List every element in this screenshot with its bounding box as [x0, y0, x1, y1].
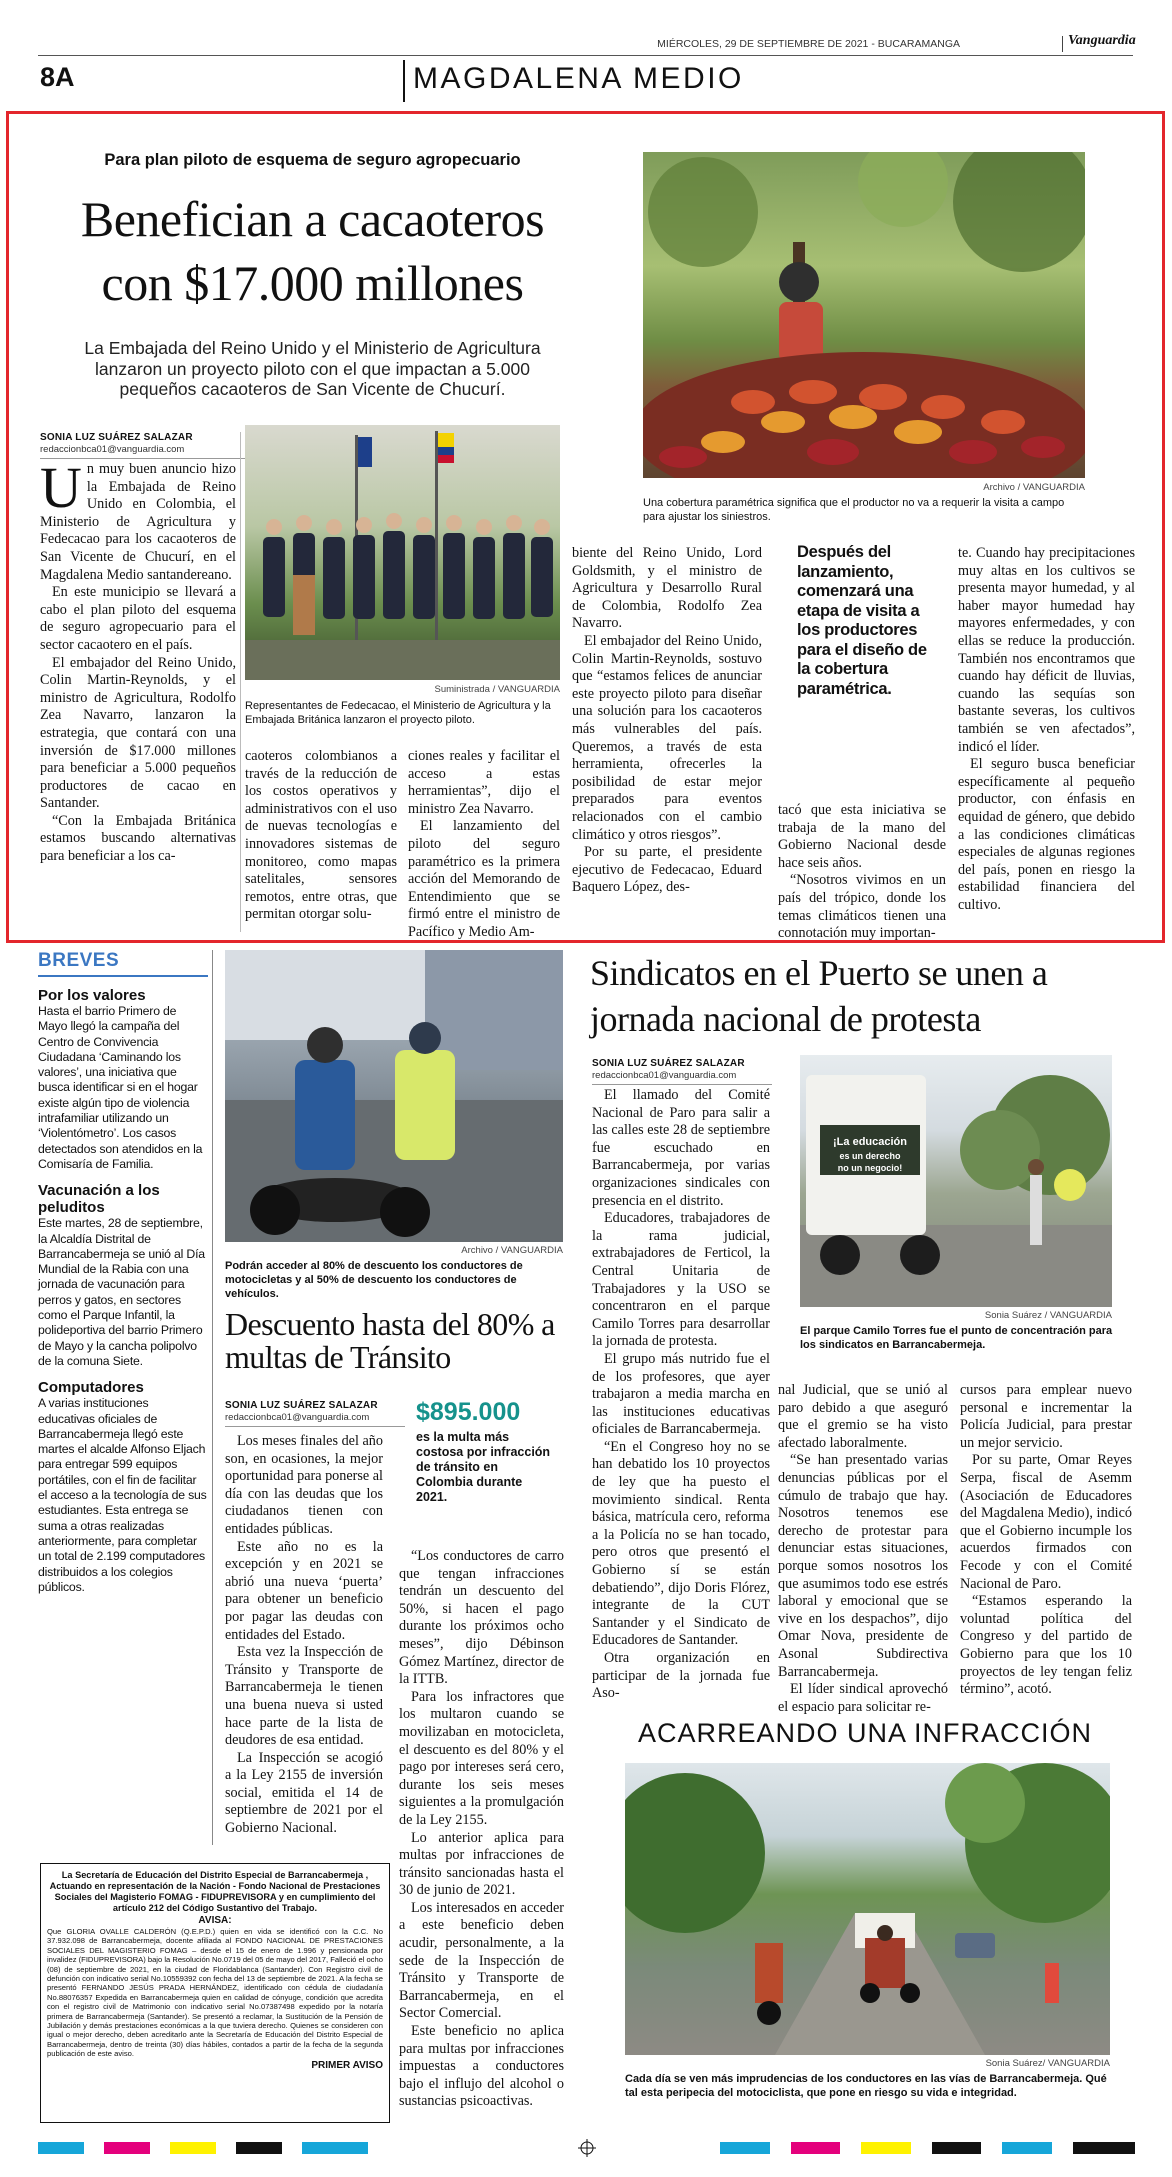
main-col-rule	[240, 432, 241, 932]
acarreando-photo	[625, 1763, 1110, 2055]
main-col4	[572, 545, 762, 897]
transito-col2	[399, 1548, 564, 2111]
breves-label: BREVES	[38, 950, 208, 977]
main-pullquote: Después del lanzamiento, comenzará una etapa de visita a los productores para el diseño de la cobertura paramétrica.	[797, 543, 927, 698]
banner-text-line3: no un negocio!	[837, 1163, 903, 1173]
breve-title-1: Por los valores	[38, 987, 146, 1004]
main-col5	[778, 802, 946, 943]
main-col2	[245, 748, 397, 924]
main-deck: La Embajada del Reino Unido y el Ministerio de Agricultura lanzaron un proyecto piloto con el que impactan a 5.000 pequeños cacaoteros de San Vicente de Chucurí.	[84, 338, 541, 399]
section-title: MAGDALENA MEDIO	[413, 62, 744, 95]
main-col2-p1: caoteros colombianos a través de la reducción de los costos operativos y administrativos con el uso de nuevas tecnologías e innovadores sistemas de monitoreo, como mapas satelitales, sensores remotos, entre otras, que permitan otorgar solu-	[245, 748, 397, 923]
transito-col1-p3: Esta vez la Inspección de Tránsito y Transporte de Barrancabermeja le tienen una buena nueva si usted hace parte de la lista de deudores de esa entidad.	[225, 1644, 383, 1749]
sindicatos-col1-p3: El grupo más nutrido fue el de los profesores, que ayer trabajaron a media marcha en las instituciones educativas oficiales de Barrancabermeja.	[592, 1350, 770, 1438]
brand-logo: Vanguardia	[1068, 33, 1136, 48]
transito-stat-value: $895.000	[416, 1398, 521, 1426]
sindicatos-col1-p2: Educadores, trabajadores de la rama judicial, extrabajadores de Ferticol, la Central Unitaria de Trabajadores y la USO se concentraron en el parque Camilo Torres para desarrollar la jornada de protesta.	[592, 1210, 770, 1350]
breves-column	[38, 950, 208, 1595]
registration-mark-icon	[578, 2139, 596, 2157]
main-col5-p1: tacó que esta iniciativa se trabaja de la mano del Gobierno Nacional desde hace seis años.	[778, 802, 946, 871]
aviso-box	[40, 1863, 390, 2123]
aviso-text: Que GLORIA OVALLE CALDERÓN (Q.E.P.D.) quien en vida se identificó con la C.C. No 37.932.098 de Barrancabermeja, docente afiliada al FONDO NACIONAL DE PRESTACIONES SOCIALES DEL MAGISTERIO FOMAG – desde el 15 de enero de 1.996 y pensionada por invalidez (FIDUPREVISORA) bajo la Resolución No.0719 del 05 de mayo del 2017, Falleció el ocho (08) de septiembre de 2021, en la ciudad de Floridablanca (Santander). Con Registro civil de defunción con indicativo serial No.10559392 con fecha del 13 de septiembre de 2021. A la fecha se presentó FERNANDO JESÚS PRADA HERNÁNDEZ, identificado con cédula de ciudadanía No.88076357 Expedida en Barrancabermeja quien en calidad de cónyuge, condición que acredita con el registro civil de Matrimonio con indicativo serial No.07387498 expedido por la notaría primera de Barrancabermeja (Santander). Se presentó a reclamar, la Sustitución de la Pensión de Jubilación y demás prestaciones económicas a la que tuviera derecho. Quienes se consideren con igual o mejor derecho, deben acreditarlo ante la Secretaría de Educación del Distrito Especial de Barrancabermeja, dentro de treinta (30) días hábiles, contados a partir de la fecha de la segunda publicación de este aviso.	[47, 1927, 383, 2059]
section-divider	[403, 60, 405, 102]
breve-title-2: Vacunación a los peluditos	[38, 1182, 160, 1217]
footer-colorbar-left	[38, 2142, 368, 2154]
sindicatos-col2	[778, 1382, 948, 1716]
sindicatos-col3	[960, 1382, 1132, 1699]
sindicatos-byline-name: SONIA LUZ SUÁREZ SALAZAR	[592, 1058, 745, 1069]
transito-byline-email: redaccionbca01@vanguardia.com	[225, 1412, 405, 1427]
acarreando-photo-caption: Cada día se ven más imprudencias de los conductores en las vías de Barrancabermeja. Qué tal esta peripecia del motociclista, que pone en riesgo su vida e integridad.	[625, 2073, 1107, 2099]
main-headline-line1: Benefician a cacaoteros	[80, 191, 545, 247]
main-col1-p1: n muy buen anuncio hizo la Embajada de Reino Unido en Colombia, el Ministerio de Agricultura y Fedecacao para los cacaoteros de San Vicente de Chucurí, en el Magdalena Medio santandereano.	[40, 461, 236, 583]
acarreando-photo-credit: Sonia Suárez/ VANGUARDIA	[985, 2058, 1110, 2069]
sindicatos-photo	[800, 1055, 1112, 1307]
transito-col1-p2: Este año no es la excepción y en 2021 se abrió una nueva ‘puerta’ para obtener un beneficio por pagar las deudas con entidades del Estado.	[225, 1538, 383, 1643]
transito-stat-text: es la multa más costosa por infracción de tránsito en Colombia durante 2021.	[416, 1430, 551, 1504]
main-col3-p1: ciones reales y facilitar el acceso a estas herramientas”, dijo el ministro Zea Navarro.	[408, 748, 560, 817]
sindicatos-col1	[592, 1087, 770, 1703]
transito-col2-p1: “Los conductores de carro que tengan infracciones tendrán un descuento del 50%, si hacen el pago durante los próximos ocho meses”, dijo Débinson Gómez Martínez, director de la ITTB.	[399, 1548, 564, 1688]
aviso-footer: PRIMER AVISO	[311, 2059, 383, 2071]
banner-text-line2: es un derecho	[839, 1151, 901, 1161]
breve-text-1: Hasta el barrio Primero de Mayo llegó la campaña del Centro de Convivencia Ciudadana ‘Caminando los valores’, una iniciativa que busca identificar si en el hogar existe algún tipo de violencia intrafamiliar utilizando un ‘Violentómetro’. Los casos detectados son atendidos en la Comisaría de Familia.	[38, 1004, 203, 1171]
sindicatos-col3-p2: Por su parte, Omar Reyes Serpa, fiscal de Asemm (Asociación de Educadores del Magdalena Medio), indicó que el Gobierno incumple los acuerdos firmados con Fecode y con el Comité Nacional de Paro.	[960, 1452, 1132, 1592]
sindicatos-col2-p3: El líder sindical aprovechó el espacio para solicitar re-	[778, 1681, 948, 1715]
group-photo	[245, 425, 560, 680]
page-number: 8A	[40, 62, 75, 92]
acarreando-title: ACARREANDO UNA INFRACCIÓN	[637, 1718, 1093, 1748]
sindicatos-byline-email: redaccionbca01@vanguardia.com	[592, 1070, 772, 1085]
transito-photo-caption: Podrán acceder al 80% de descuento los conductores de motocicletas y al 50% de descuento los conductores de vehículos.	[225, 1260, 523, 1300]
main-col4-p2: El embajador del Reino Unido, Colin Martin-Reynolds, sostuvo que “estamos felices de anunciar este proyecto piloto para diseñar una solución para los cacaoteros más vulnerables del país. Queremos, a través de esta herramienta, ofrecerles la posibilidad de estar mejor preparados para eventos relacionados con el cambio climático y otros riesgos”.	[572, 632, 762, 843]
main-byline-email: redaccionbca01@vanguardia.com	[40, 444, 245, 459]
sindicatos-col3-p1: cursos para emplear nuevo personal e incrementar la Policía Judicial, para prestar un mejor servicio.	[960, 1382, 1132, 1451]
sindicatos-photo-caption: El parque Camilo Torres fue el punto de concentración para los sindicatos en Barrancabermeja.	[800, 1325, 1113, 1351]
transito-byline-name: SONIA LUZ SUÁREZ SALAZAR	[225, 1400, 378, 1411]
group-photo-caption: Representantes de Fedecacao, el Ministerio de Agricultura y la Embajada Británica lanzaron el proyecto piloto.	[245, 700, 551, 726]
transito-col1-p1: Los meses finales del año son, en ocasiones, la mejor oportunidad para ponerse al día con las deudas que los ciudadanos tienen con entidades públicas.	[225, 1433, 383, 1537]
main-col1	[40, 455, 236, 866]
main-headline-line2: con $17.000 millones	[101, 255, 524, 311]
cocoa-photo-credit: Archivo / VANGUARDIA	[983, 482, 1085, 493]
main-col6-p1: te. Cuando hay precipitaciones muy altas en los cultivos se presenta mayor humedad, y al haber mayor humedad hay mayores enfermedades, y con ellas se reduce la producción. También nos encontramos que cuando hay déficit de lluvias, cuando las sequías son bastante severas, los cultivos también se ven afectados”, indicó el líder.	[958, 545, 1135, 755]
footer-colorbar-right	[720, 2142, 1135, 2154]
transito-col1	[225, 1433, 383, 1838]
sindicatos-headline: Sindicatos en el Puerto se unen a jornada nacional de protesta	[590, 953, 1048, 1039]
transito-col2-p5: Este beneficio no aplica para multas por infracciones impuestas a conductores bajo el influjo del alcohol o sustancias psicoactivas.	[399, 2023, 564, 2110]
sindicatos-photo-credit: Sonia Suárez / VANGUARDIA	[984, 1310, 1112, 1321]
banner-text-line1: ¡La educación	[833, 1136, 907, 1148]
breve-text-2: Este martes, 28 de septiembre, la Alcaldía Distrital de Barrancabermeja se unió al Día Mundial de la Rabia con una jornada de vacunación para perros y gatos, en sectores como el Parque Infantil, la polideportiva del barrio Primero de Mayo y la cancha polipolvo de la comuna Siete.	[38, 1216, 205, 1368]
main-col4-p3: Por su parte, el presidente ejecutivo de Fedecacao, Eduard Baquero López, des-	[572, 844, 762, 896]
main-col6	[958, 545, 1135, 914]
aviso-label: AVISA:	[198, 1915, 232, 1926]
sindicatos-col1-p4: “En el Congreso hoy no se han debatido los 10 proyectos de ley que ha puesto el movimiento sindical. Renta básica, matrícula cero, reforma a la Policía no se han tocado, pero otros que presentó el Gobierno sí se están debatiendo”, dijo Doris Flórez, integrante de la CUT Santander y el Sindicato de Educadores de Santander.	[592, 1438, 770, 1649]
main-col3	[408, 748, 560, 942]
transito-headline: Descuento hasta del 80% a multas de Tránsito	[225, 1306, 555, 1375]
sindicatos-col3-p3: “Estamos esperando la voluntad política del Congreso y del partido de Gobierno para que los 10 proyectos de ley tengan feliz término”, acotó.	[960, 1593, 1132, 1698]
transito-col2-p4: Los interesados en acceder a este beneficio deben acudir, personalmente, a la sede de la Inspección de Tránsito y Transporte de Barrancabermeja, en el Sector Comercial.	[399, 1899, 564, 2022]
cocoa-photo	[643, 152, 1085, 478]
breves-rule	[212, 950, 213, 1845]
group-photo-credit: Suministrada / VANGUARDIA	[434, 684, 560, 695]
main-col3-p2: El lanzamiento del piloto del seguro paramétrico es la primera acción del Memorando de Entendimiento que se firmó entre el ministro de Pacífico y Medio Am-	[408, 818, 560, 940]
main-byline-name: SONIA LUZ SUÁREZ SALAZAR	[40, 432, 193, 443]
transito-col2-p3: Lo anterior aplica para multas por infracciones de tránsito sancionadas hasta el 30 de junio de 2021.	[399, 1829, 564, 1899]
main-col1-p2: En este municipio se llevará a cabo el plan piloto del esquema de seguro agropecuario para el sector cacaotero en el país.	[40, 584, 236, 653]
breve-title-3: Computadores	[38, 1379, 144, 1397]
sindicatos-col1-p5: Otra organización en participar de la jornada fue Aso-	[592, 1650, 770, 1702]
main-col6-p2: El seguro busca beneficiar específicamente al pequeño productor, con énfasis en equidad de género, que debido a las condiciones climáticas especiales de algunas regiones del país, ponen en riesgo la estabilidad financiera del cultivo.	[958, 756, 1135, 913]
sindicatos-col2-p2: “Se han presentado varias denuncias públicas por el cúmulo de trabajo que hay. Nosotros tenemos ese derecho de protestar para denunciar estas situaciones, porque somos nosotros los que asumimos todo ese estrés laboral y emocional que se vive en los despachos”, dijo Omar Nova, presidente de Asonal Subdirectiva Barrancabermeja.	[778, 1452, 948, 1680]
transito-col2-p2: Para los infractores que los multaron cuando se movilizaban en motocicleta, el descuento es del 80% y el pago por intereses será cero, durante los seis meses siguientes a la promulgación de la Ley 2155.	[399, 1688, 564, 1828]
main-col1-p3: El embajador del Reino Unido, Colin Martin-Reynolds, y el ministro de Agricultura, Rodolfo Zea Navarro, lanzaron la estrategia, que contará con una inversión de $17.000 millones para beneficiar a 5.000 pequeños productores de cacao en Santander.	[40, 654, 236, 812]
main-col5-p2: “Nosotros vivimos en un país del trópico, donde los temas climáticos tienen una connotación muy importan-	[778, 872, 946, 942]
main-col4-p1: biente del Reino Unido, Lord Goldsmith, y el ministro de Agricultura y Desarrollo Rural de Colombia, Rodolfo Zea Navarro.	[572, 545, 762, 632]
header-divider	[1062, 36, 1063, 52]
breve-text-3: A varias instituciones educativas oficiales de Barrancabermeja llegó este martes el alcalde Alfonso Eljach para entregar 599 equipos portátiles, con el fin de facilitar el acceso a la tecnología de sus estudiantes. Esta entrega se suma a otras realizadas anteriormente, para completar un total de 2.199 computadores distribuidos a los colegios públicos.	[38, 1396, 207, 1594]
header-rule	[38, 55, 1133, 56]
sindicatos-col1-p1: El llamado del Comité Nacional de Paro para salir a las calles este 28 de septiembre fue escuchado en Barrancabermeja, por varias organizaciones sindicales con presencia en el distrito.	[592, 1087, 770, 1209]
sindicatos-col2-p1: nal Judicial, que se unió al paro debido a que aseguró que el gremio se ha visto afectado laboralmente.	[778, 1382, 948, 1451]
main-kicker: Para plan piloto de esquema de seguro agropecuario	[104, 151, 521, 169]
main-drop-cap: U	[40, 455, 82, 520]
aviso-heading: La Secretaría de Educación del Distrito Especial de Barrancabermeja , Actuando en representación de la Nación - Fondo Nacional de Prestaciones Sociales del Magisterio FOMAG - FIDUPREVISORA y en cumplimiento del artículo 212 del Código Sustantivo del Trabajo.	[49, 1870, 381, 1913]
transito-col1-p4: La Inspección se acogió a la Ley 2155 de inversión social, emitida el 14 de septiembre de 2021 por el Gobierno Nacional.	[225, 1749, 383, 1837]
transito-photo	[225, 950, 563, 1242]
main-col1-p4: “Con la Embajada Británica estamos buscando alternativas para beneficiar a los ca-	[40, 812, 236, 865]
cocoa-photo-caption: Una cobertura paramétrica significa que el productor no va a requerir la visita a campo para ajustar los siniestros.	[643, 497, 1065, 523]
transito-photo-credit: Archivo / VANGUARDIA	[461, 1245, 563, 1256]
main-headline	[30, 187, 595, 315]
header-dateline: MIÉRCOLES, 29 DE SEPTIEMBRE DE 2021 - BUCARAMANGA	[657, 38, 960, 50]
